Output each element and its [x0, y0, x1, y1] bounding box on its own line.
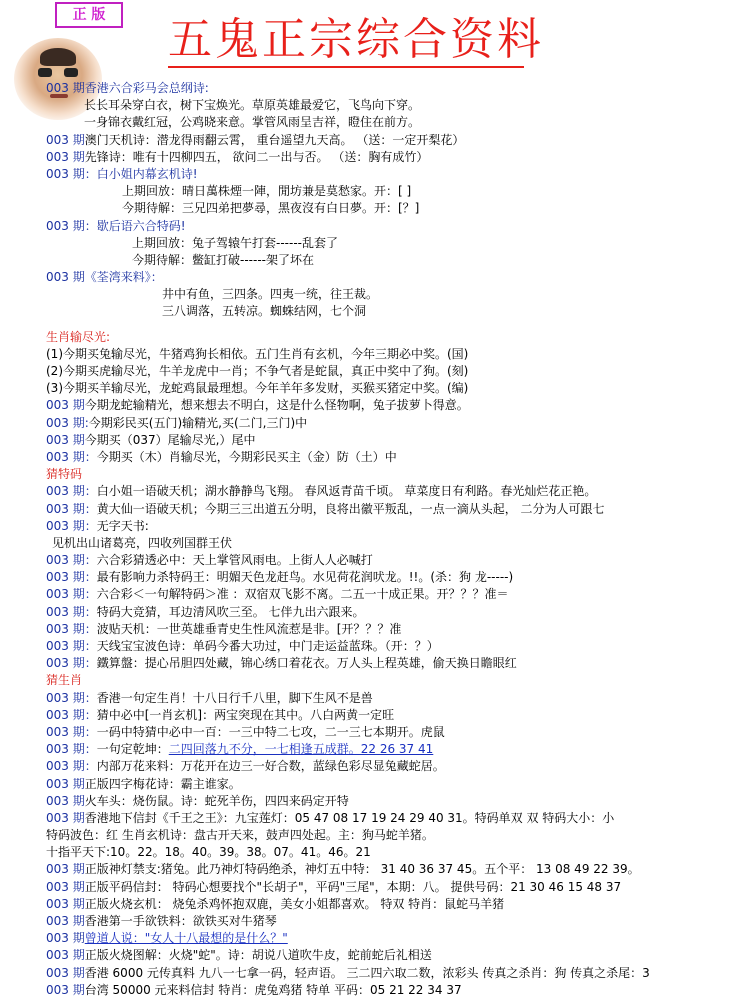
- line-text: 井中有鱼，三四条。四夷一统，往王裁。: [162, 287, 379, 302]
- content-line: [46, 552, 730, 569]
- content-line: [46, 114, 730, 131]
- content-line: [46, 879, 730, 896]
- line-text: 正版平码信封： 特码心想要找个"长胡子"，平码"三尾"，本期：八。 提供号码：21 30 46 15 48 37: [84, 879, 622, 894]
- content-line: [46, 166, 730, 183]
- line-text: 见机出山诸葛亮，四收列国群王伏: [52, 535, 233, 550]
- line-text: 最有影响力杀特码王：明媚天色龙赶鸟。水见荷花润吠龙。!!。(杀：狗 龙-----): [96, 570, 514, 585]
- issue-prefix: 003 期：: [46, 587, 97, 602]
- content-line: [46, 758, 730, 775]
- content-line: [46, 252, 730, 269]
- line-text: 澳门天机诗：潜龙得雨翻云霄， 重台遥望九天高。 （送：一定开梨花）: [84, 132, 465, 147]
- content-line: [46, 844, 730, 861]
- issue-prefix: 003 期：: [46, 604, 97, 619]
- line-text: 台湾 50000 元来料信封 特肖：虎兔鸡猪 特单 平码：05 21 22 34 37: [84, 982, 462, 997]
- content-line: [46, 793, 730, 810]
- line-text: 鐵算盤：提心吊胆四处藏，锦心绣口着花衣。万人头上程英雄，偷天换日瞻眼红: [96, 656, 517, 671]
- line-text: 内部万花来料：万花开在边三一好合数，蓝绿色彩尽显兔藏蛇居。: [96, 759, 445, 774]
- content-line: [46, 518, 730, 535]
- content-line: [46, 724, 730, 741]
- line-text: 今期待解：三兄四弟把夢尋，黑夜沒有白日夢。开：[？]: [122, 201, 420, 216]
- line-text: 上期回放：晴日萬株煙一陣，閒坊兼是莫愁家。开：[ ]: [122, 184, 412, 199]
- content-line: [46, 200, 730, 217]
- line-text: 今期买（037）尾输尽光,）尾中: [84, 432, 256, 447]
- content-line: [46, 449, 730, 466]
- issue-prefix: 003 期: [46, 914, 85, 928]
- content-line: [46, 286, 730, 303]
- content-line: [46, 947, 730, 964]
- content-line: [46, 97, 730, 114]
- line-text: 无字天书:: [96, 518, 149, 533]
- line-text: 一句定乾坤：: [96, 742, 169, 757]
- content-line: [46, 346, 730, 363]
- issue-prefix: 003 期: [46, 398, 85, 413]
- issue-prefix: 003 期：: [46, 484, 97, 499]
- line-text: 正版火烧玄机： 烧兔杀鸡怀抱双鹿，美女小姐都喜欢。 特双 特肖：鼠蛇马羊猪: [84, 896, 505, 911]
- content-line: [46, 269, 730, 286]
- content-line: [46, 235, 730, 252]
- avatar-glasses-left: [38, 68, 52, 77]
- content-line: [46, 655, 730, 672]
- content-line: [46, 861, 730, 878]
- content-line: [46, 690, 730, 707]
- content-line: [46, 432, 730, 449]
- issue-prefix: 003 期：: [46, 166, 97, 181]
- content-line: [46, 132, 730, 149]
- content-line: [46, 827, 730, 844]
- issue-prefix: 003 期: [46, 132, 85, 147]
- line-text: (1)今期买兔输尽光，牛猪鸡狗长相依。五门生肖有玄机，今年三期必中奖。(国): [46, 346, 469, 361]
- issue-prefix: 003 期: [46, 982, 85, 997]
- issue-prefix: 003 期: [46, 879, 85, 894]
- content-line: [46, 183, 730, 200]
- content-line: [46, 604, 730, 621]
- line-text: 黄大仙一语破天机；今期三三出道五分明，良将出徽平叛乱，一点一滴从头起， 二分为人可跟七: [96, 501, 605, 516]
- line-text: 歇后语六合特码!: [96, 218, 186, 233]
- content-line: [46, 483, 730, 500]
- content-line: [46, 363, 730, 380]
- line-text: 特码大竞猜，耳边清风吹三至。 七伴九出六跟来。: [96, 604, 365, 619]
- line-text: 猜特码: [46, 467, 83, 482]
- content-line: [46, 982, 730, 999]
- line-text: 香港六合彩马会总纲诗:: [84, 81, 209, 95]
- issue-prefix: 003 期：: [46, 742, 97, 757]
- line-text: 正版火烧图解：火烧"蛇"。诗：胡说八道吹牛皮，蛇前蛇后礼相送: [84, 948, 432, 963]
- line-text: 《荃湾来料》：: [84, 270, 163, 285]
- line-text: 一码中特猜中必中一百：一三中特二七攻，二一三七本期开。虎鼠: [96, 724, 445, 739]
- issue-prefix: 003 期: [46, 896, 85, 911]
- avatar-glasses-right: [64, 68, 78, 77]
- line-text: 先锋诗：唯有十四柳四五， 欲问二一出与否。 （送：胸有成竹）: [84, 149, 429, 164]
- spacer: [46, 321, 730, 329]
- content-line: [46, 303, 730, 320]
- content-line: [46, 810, 730, 827]
- content-line: [46, 776, 730, 793]
- content-line: [46, 569, 730, 586]
- content-line: [46, 586, 730, 603]
- line-text: 六合彩猜透必中：天上掌管风雨电。上街人人必喊打: [96, 553, 373, 568]
- line-text: 今期龙蛇输精光，想来想去不明白，这是什么怪物啊，兔子拔萝卜得意。: [84, 398, 469, 413]
- content-line: [46, 913, 730, 930]
- line-text: 香港第一手欲铁料：欲铁买对牛猪琴: [84, 914, 277, 928]
- line-text: 天线宝宝波色诗：单码今番大功过，中门走运益蓝珠。（开：？）: [96, 639, 439, 653]
- line-text: 今期待解：鳖缸打破------架了坏在: [132, 252, 314, 267]
- content-line: [46, 415, 730, 432]
- content-line: [46, 149, 730, 166]
- issue-prefix: 003 期：: [46, 501, 97, 516]
- line-text: 曾道人说："女人十八最想的是什么？": [84, 931, 288, 946]
- line-text: 十指平天下:10。22。18。40。39。38。07。41。46。21: [46, 845, 371, 860]
- page-title: 五鬼正宗综合资料: [168, 14, 544, 65]
- line-text: 猜中必中[一肖玄机]：两宝突现在其中。八白两黄一定旺: [96, 707, 395, 722]
- line-text: 白小姐内幕玄机诗!: [96, 166, 198, 181]
- content-line: [46, 930, 730, 947]
- line-text: 猜生肖: [46, 673, 83, 688]
- title-underline: [168, 66, 524, 68]
- line-text: 一身锦衣戴红冠，公鸡晓来意。掌管风雨呈吉祥，瞪住在前方。: [84, 115, 421, 130]
- line-text: 正版神灯禁支:猪兔。此乃神灯特码绝杀，神灯五中特： 31 40 36 37 45。五个平： 13 08 49 22 39。: [84, 862, 640, 877]
- issue-prefix: 003 期: [46, 931, 85, 946]
- line-text: 六合彩＜一句解特码＞准 ：双宿双飞影不离。二五一十成正果。开？？？准＝: [96, 587, 509, 602]
- issue-prefix: 003 期: [46, 965, 85, 980]
- issue-prefix: 003 期：: [46, 724, 97, 739]
- line-text: 今期彩民买(五门)输精光,买(二门,三门)中: [88, 415, 308, 430]
- line-text: 生肖输尽光:: [46, 329, 111, 344]
- issue-prefix: 003 期: [46, 432, 85, 447]
- content-line: [46, 741, 730, 758]
- issue-prefix: 003 期: [46, 149, 85, 164]
- avatar-hair: [40, 48, 76, 66]
- line-text: 三八调落，五转凉。蜘蛛结网，七个洞: [162, 304, 367, 319]
- content-line: [46, 896, 730, 913]
- issue-prefix: 003 期: [46, 948, 85, 963]
- issue-prefix: 003 期：: [46, 759, 97, 774]
- issue-prefix: 003 期:: [46, 415, 89, 430]
- content-line: [46, 466, 730, 483]
- line-text: 白小姐一语破天机；湖水静静鸟飞翔。 春风返青苗千顷。 草菜度日有利路。春光灿烂花正艳。: [96, 484, 597, 499]
- numbers-link[interactable]: 二四回落九不分，一七相逢五成群。22 26 37 41: [168, 742, 434, 757]
- issue-prefix: 003 期：: [46, 639, 97, 653]
- issue-prefix: 003 期: [46, 776, 85, 791]
- line-text: 波贴天机：一世英雄垂青史生性风流惹是非。[开？？？准: [96, 621, 402, 636]
- issue-prefix: 003 期: [46, 270, 85, 285]
- issue-prefix: 003 期：: [46, 621, 97, 636]
- issue-prefix: 003 期：: [46, 449, 97, 464]
- issue-prefix: 003 期：: [46, 690, 97, 705]
- line-text: (3)今期买羊输尽光，龙蛇鸡鼠最理想。今年羊年多发财，买猴买猪定中奖。(编): [46, 381, 469, 396]
- line-text: 上期回放：兔子驾辕午打套------乱套了: [132, 235, 338, 250]
- line-text: 香港 6000 元传真料 九八一七拿一码，轻声语。 三二四六取二数，浓彩头 传真之杀肖：狗 传真之杀尾：3: [84, 965, 650, 980]
- content-line: [46, 501, 730, 518]
- line-text: (2)今期买虎输尽光，牛羊龙虎中一肖；不争气者是蛇鼠，真正中奖中了狗。(刻): [46, 364, 469, 378]
- issue-prefix: 003 期: [46, 793, 85, 808]
- issue-prefix: 003 期: [46, 81, 85, 95]
- content-line: [46, 965, 730, 982]
- content-line: [46, 621, 730, 638]
- genuine-badge: 正 版: [55, 2, 123, 28]
- content-line: [46, 707, 730, 724]
- content-line: [46, 380, 730, 397]
- issue-prefix: 003 期：: [46, 518, 97, 533]
- line-text: 长长耳朵穿白衣，树下宝焕光。草原英雄最爱它，飞鸟向下穿。: [84, 98, 421, 113]
- content-line: [46, 80, 730, 97]
- line-text: 今期买（木）肖输尽光，今期彩民买主（金）防（土）中: [96, 449, 397, 464]
- issue-prefix: 003 期：: [46, 570, 97, 585]
- content-line: [46, 535, 730, 552]
- content-list: [46, 80, 730, 999]
- line-text: 特码波色：红 生肖玄机诗：盘古开天来，鼓声四处起。主：狗马蛇羊猪。: [46, 828, 434, 843]
- issue-prefix: 003 期：: [46, 218, 97, 233]
- issue-prefix: 003 期: [46, 862, 85, 877]
- content-line: [46, 638, 730, 655]
- issue-prefix: 003 期：: [46, 656, 97, 671]
- line-text: 正版四字梅花诗：霸主谁家。: [84, 776, 241, 791]
- issue-prefix: 003 期：: [46, 553, 97, 568]
- line-text: 火车头：烧伤鼠。诗：蛇死羊伤，四四来码定开特: [84, 793, 349, 808]
- content-line: [46, 397, 730, 414]
- content-line: [46, 329, 730, 346]
- content-line: [46, 672, 730, 689]
- content-line: [46, 218, 730, 235]
- line-text: 香港地下信封《千王之王》：九宝莲灯：05 47 08 17 19 24 29 40 31。特码单双 双 特码大小：小: [84, 810, 615, 825]
- issue-prefix: 003 期：: [46, 707, 97, 722]
- issue-prefix: 003 期: [46, 810, 85, 825]
- line-text: 香港一句定生肖！十八日行千八里，脚下生风不是兽: [96, 690, 373, 705]
